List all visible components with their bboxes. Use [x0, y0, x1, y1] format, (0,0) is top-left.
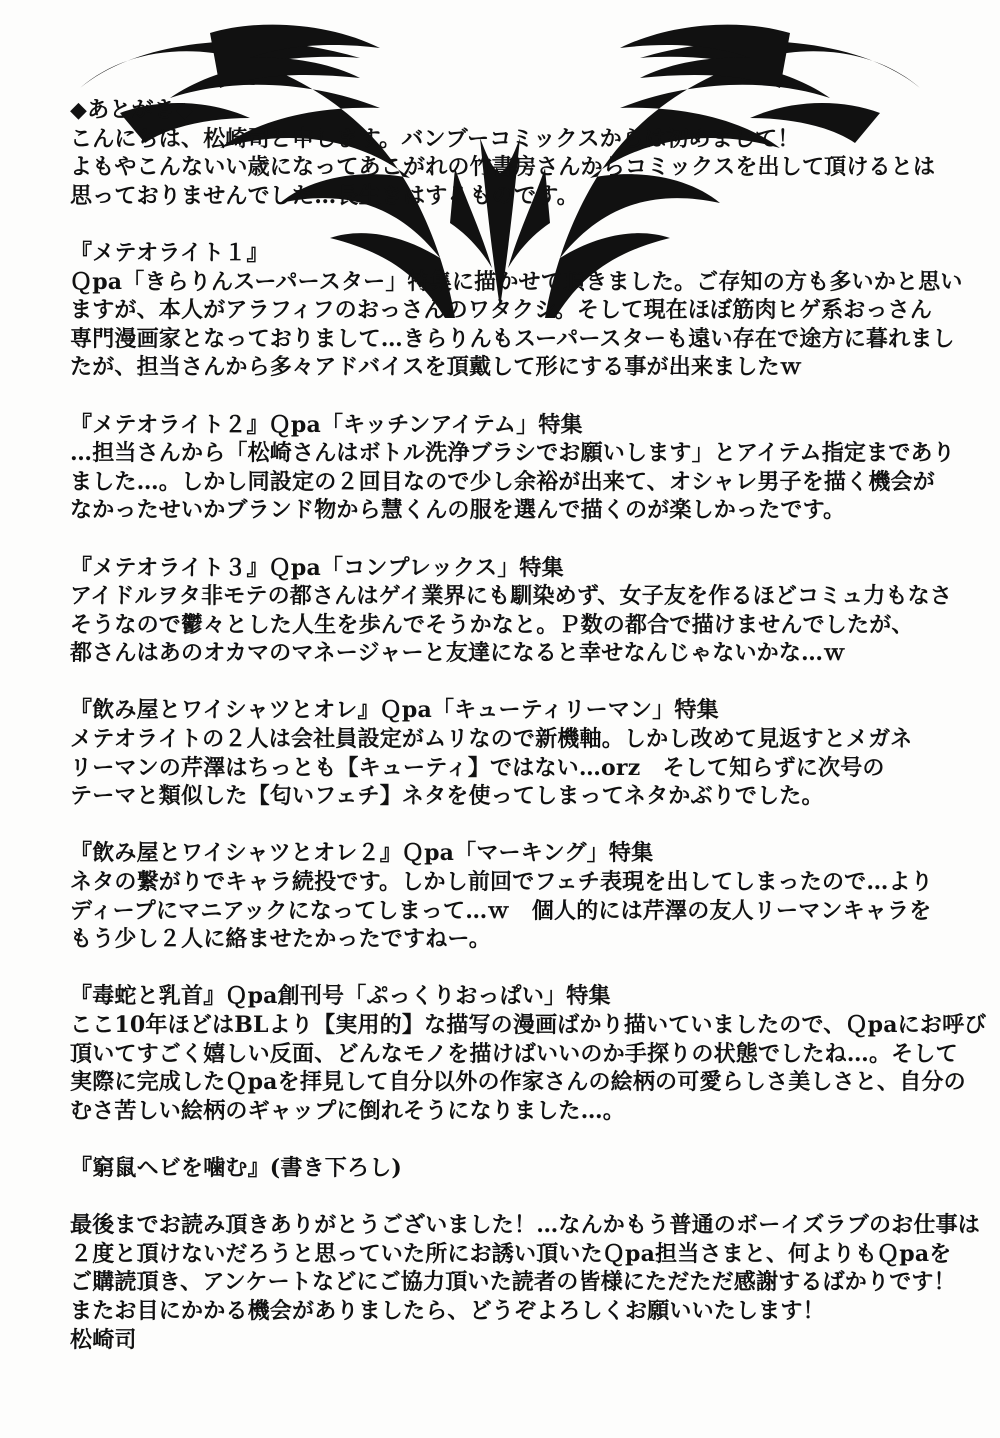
section-nomiya-1 [70, 696, 950, 810]
text-line: ますが、本人がアラフィフのおっさんのワタクシ。そして現在ほぼ筋肉ヒゲ系おっさん [70, 297, 933, 324]
section-greeting [70, 125, 950, 211]
text-line: ました…。しかし同設定の２回目なので少し余裕が出来て、オシャレ男子を描く機会が [70, 468, 935, 495]
section-title: 『飲み屋とワイシャツとオレ』Ｑpa「キューティリーマン」特集 [70, 697, 719, 724]
text-line: 思っておりませんでした…長生きはするものです。 [70, 182, 579, 209]
text-line: リーマンの芹澤はちっとも【キューティ】ではない…orz そして知らずに次号の [70, 754, 885, 781]
section-title: 『メテオライト３』Ｑpa「コンプレックス」特集 [70, 554, 564, 581]
section-title: 『毒蛇と乳首』Ｑpa創刊号「ぷっくりおっぱい」特集 [70, 983, 611, 1010]
text-line: 頂いてすごく嬉しい反面、どんなモノを描けばいいのか手探りの状態でしたね…。そして [70, 1040, 958, 1067]
text-line: アイドルヲタ非モテの都さんはゲイ業界にも馴染めず、女子友を作るほどコミュ力もなさ [70, 583, 953, 610]
author-signature: 松崎司 [70, 1326, 137, 1353]
text-line: 専門漫画家となっておりまして…きらりんもスーパースターも遠い存在で途方に暮れまし [70, 325, 955, 352]
text-line: むさ苦しい絵柄のギャップに倒れそうになりました…。 [70, 1097, 626, 1124]
text-line: 都さんはあのオカマのマネージャーと友達になると幸せなんじゃないかな…ｗ [70, 640, 846, 667]
text-line: 実際に完成したＱpaを拝見して自分以外の作家さんの絵柄の可愛らしさ美しさと、自分の [70, 1069, 966, 1096]
section-meteorite-2 [70, 411, 955, 525]
section-meteorite-1 [70, 239, 963, 382]
section-dokuhebi [70, 982, 987, 1125]
text-line: もう少し２人に絡ませたかったですねー。 [70, 926, 491, 953]
text-line: ２度と頂けないだろうと思っていた所にお誘い頂いたＱpa担当さまと、何よりもＱpaを [70, 1240, 952, 1267]
section-closing [70, 1211, 980, 1325]
section-title: 『窮鼠ヘビを噛む』(書き下ろし) [70, 1154, 403, 1181]
section-meteorite-3 [70, 554, 953, 668]
text-line: そうなので鬱々とした人生を歩んでそうかなと。Ｐ数の都合で描けませんでしたが、 [70, 611, 914, 638]
section-title: 『メテオライト１』 [70, 239, 269, 266]
text-line: ご購読頂き、アンケートなどにご協力頂いた読者の皆様にただただ感謝するばかりです！ [70, 1269, 956, 1296]
text-line: またお目にかかる機会がありましたら、どうぞよろしくお願いいたします！ [70, 1297, 825, 1324]
afterword-heading: ◆あとがき◆ [70, 97, 194, 123]
text-line: ディープにマニアックになってしまって…ｗ 個人的には芹澤の友人リーマンキャラを [70, 897, 932, 924]
section-title: 『飲み屋とワイシャツとオレ２』Ｑpa「マーキング」特集 [70, 840, 654, 867]
text-line: Ｑpa「きらりんスーパースター」特集に描かせて頂きました。ご存知の方も多いかと思い [70, 268, 963, 295]
text-line: テーマと類似した【匂いフェチ】ネタを使ってしまってネタかぶりでした。 [70, 783, 824, 810]
text-line: たが、担当さんから多々アドバイスを頂戴して形にする事が出来ましたｗ [70, 354, 802, 381]
text-line: 最後までお読み頂きありがとうございました！…なんかもう普通のボーイズラブのお仕事は [70, 1212, 980, 1239]
text-line: ここ10年ほどはBLより【実用的】な描写の漫画ばかり描いていましたので、Ｑpaにお呼び [70, 1012, 987, 1038]
afterword-text [70, 96, 987, 1354]
section-nomiya-2 [70, 839, 950, 953]
text-line: なかったせいかブランド物から慧くんの服を選んで描くのが楽しかったです。 [70, 497, 846, 524]
text-line: メテオライトの２人は会社員設定がムリなので新機軸。しかし改めて見返すとメガネ [70, 726, 913, 753]
text-line: こんにちは、松崎司と申します。バンブーコミックスからは初めまして！ [70, 125, 800, 152]
text-line: よもやこんないい歳になってあこがれの竹書房さんからコミックスを出して頂けるとは [70, 154, 936, 181]
text-line: …担当さんから「松崎さんはボトル洗浄ブラシでお願いします」とアイテム指定まであり [70, 440, 955, 467]
section-title: 『メテオライト２』Ｑpa「キッチンアイテム」特集 [70, 411, 583, 438]
section-kyuso [70, 1154, 950, 1183]
text-line: ネタの繋がりでキャラ続投です。しかし前回でフェチ表現を出してしまったので…より [70, 869, 933, 896]
